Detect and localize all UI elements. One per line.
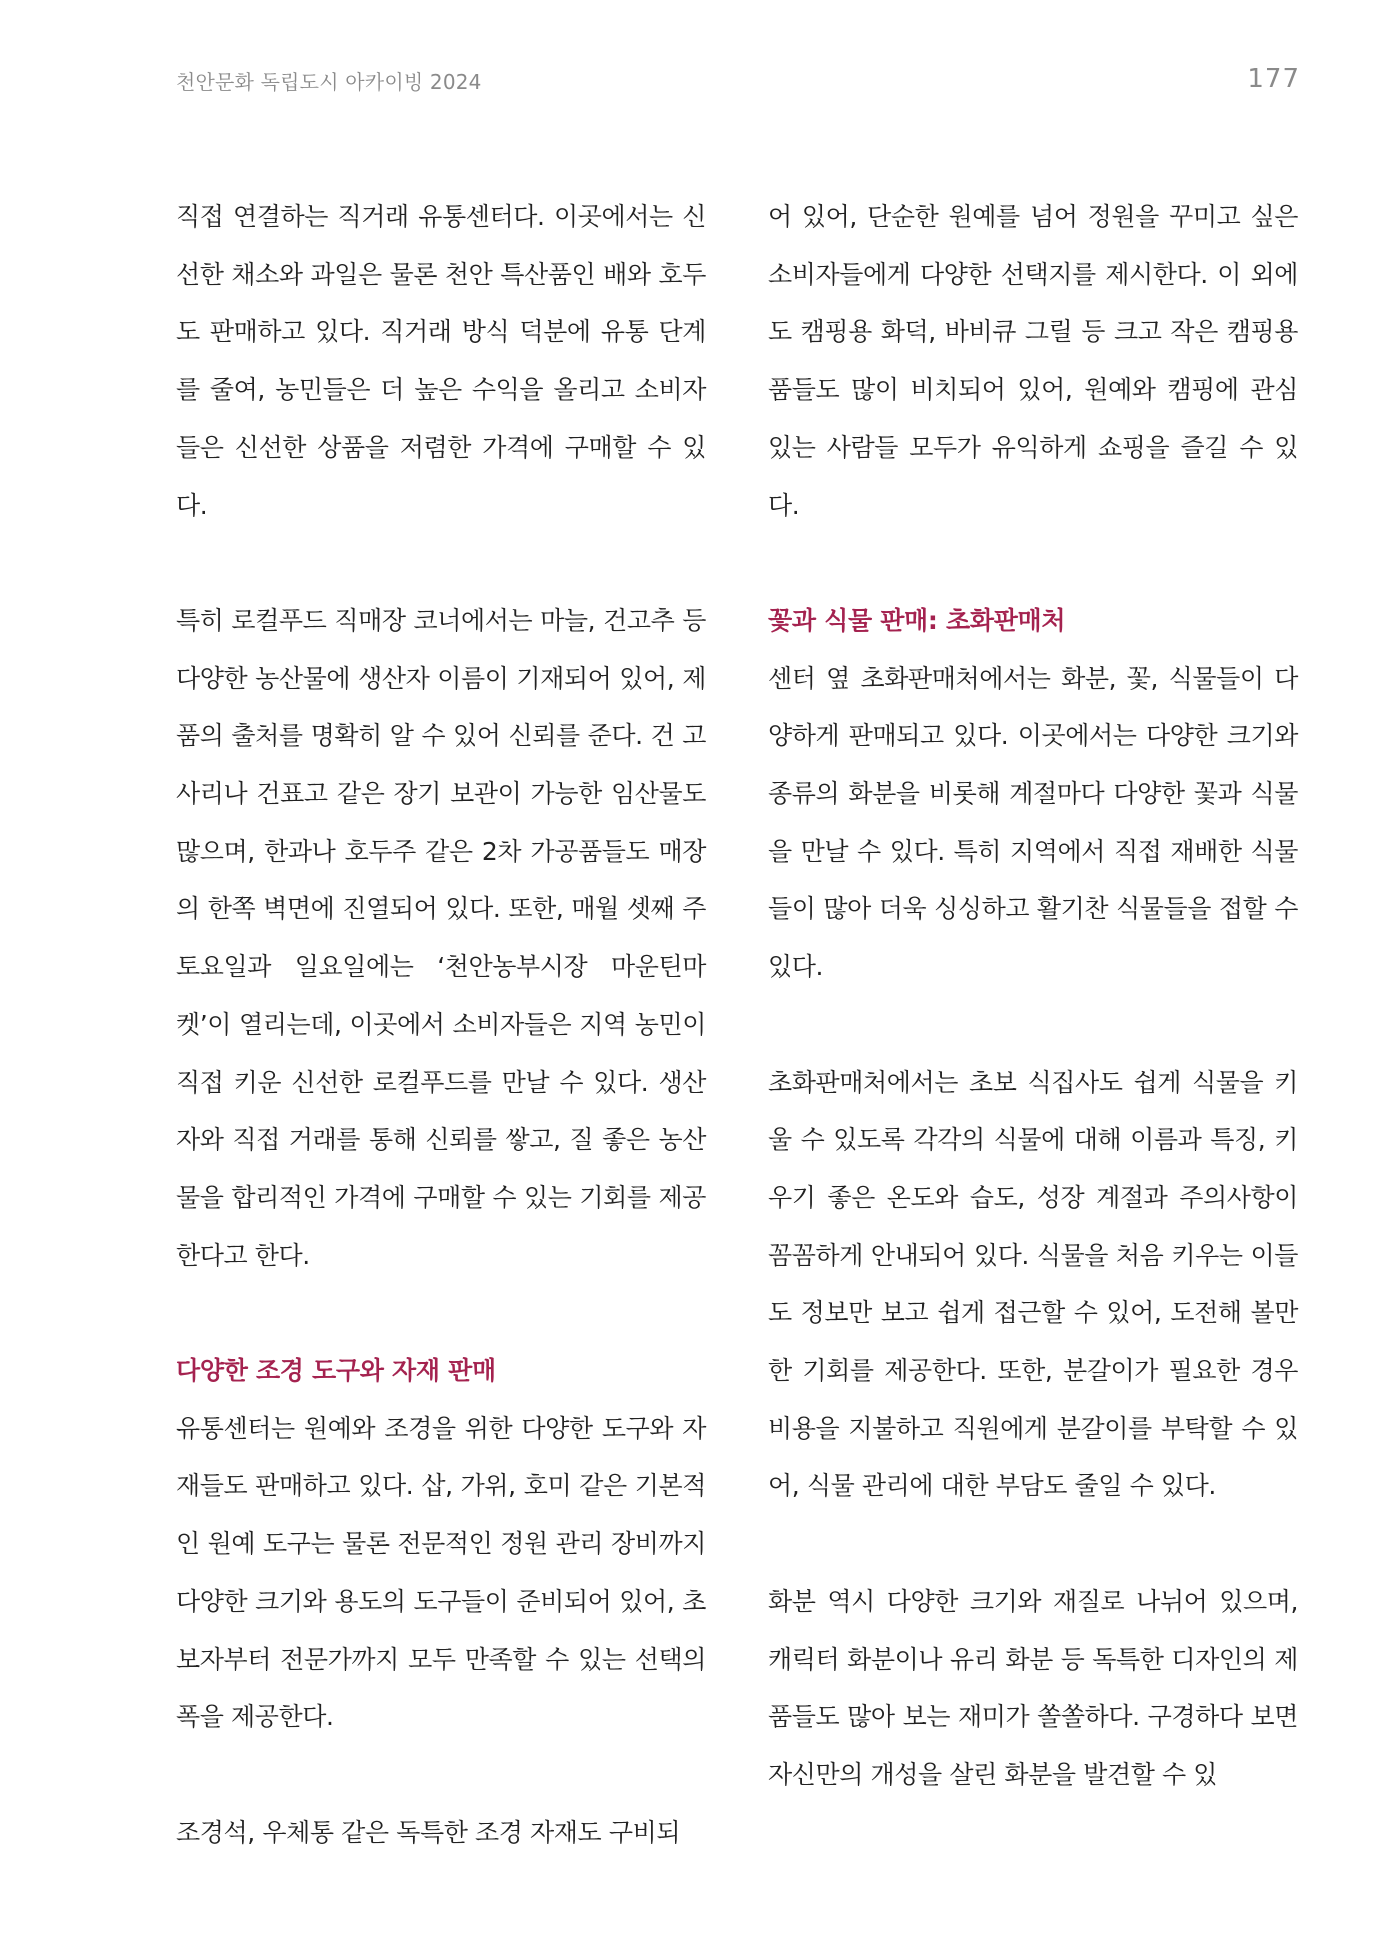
paragraph: 조경석, 우체통 같은 독특한 조경 자재도 구비되: [176, 1817, 681, 1847]
paragraph-gap: [768, 534, 1298, 592]
paragraph-gap: [768, 1515, 1298, 1573]
left-column: [176, 188, 706, 1861]
section-heading: 꽃과 식물 판매: 초화판매처: [768, 605, 1066, 635]
paragraph: 특히 로컬푸드 직매장 코너에서는 마늘, 건고추 등 다양한 농산물에 생산자 이름이 기재되어 있어, 제품의 출처를 명확히 알 수 있어 신뢰를 준다. 건 고사리나 건표고 같은 장기 보관이 가능한 임산물도 많으며, 한과나 호두주 같은 2차 가공품들도 매장의 한쪽 벽면에 진열되어 있다. 또한, 매월 셋째 주 토요일과 일요일에는 ‘천안농부시장 마운틴마켓’이 열리는데, 이곳에서 소비자들은 지역 농민이 직접 키운 신선한 로컬푸드를 만날 수 있다. 생산자와 직접 거래를 통해 신뢰를 쌓고, 질 좋은 농산물을 합리적인 가격에 구매할 수 있는 기회를 제공한다고 한다.: [176, 605, 706, 1270]
paragraph-gap: [176, 1746, 706, 1804]
paragraph: 유통센터는 원예와 조경을 위한 다양한 도구와 자재들도 판매하고 있다. 삽, 가위, 호미 같은 기본적인 원예 도구는 물론 전문적인 정원 관리 장비까지 다양한 크기와 용도의 도구들이 준비되어 있어, 초보자부터 전문가까지 모두 만족할 수 있는 선택의 폭을 제공한다.: [176, 1413, 706, 1732]
paragraph-gap: [176, 534, 706, 592]
page-number: 177: [1247, 64, 1300, 94]
running-head: 천안문화 독립도시 아카이빙 2024: [176, 70, 482, 94]
paragraph-gap: [768, 996, 1298, 1054]
paragraph: 직접 연결하는 직거래 유통센터다. 이곳에서는 신선한 채소와 과일은 물론 천안 특산품인 배와 호두도 판매하고 있다. 직거래 방식 덕분에 유통 단계를 줄여, 농민들은 더 높은 수익을 올리고 소비자들은 신선한 상품을 저렴한 가격에 구매할 수 있다.: [176, 202, 706, 520]
paragraph: 초화판매처에서는 초보 식집사도 쉽게 식물을 키울 수 있도록 각각의 식물에 대해 이름과 특징, 키우기 좋은 온도와 습도, 성장 계절과 주의사항이 꼼꼼하게 안내되어 있다. 식물을 처음 키우는 이들도 정보만 보고 쉽게 접근할 수 있어, 도전해 볼만한 기회를 제공한다. 또한, 분갈이가 필요한 경우 비용을 지불하고 직원에게 분갈이를 부탁할 수 있어, 식물 관리에 대한 부담도 줄일 수 있다.: [768, 1067, 1298, 1501]
right-column: [768, 188, 1298, 1804]
paragraph: 화분 역시 다양한 크기와 재질로 나뉘어 있으며, 캐릭터 화분이나 유리 화분 등 독특한 디자인의 제품들도 많아 보는 재미가 쏠쏠하다. 구경하다 보면 자신만의 개성을 살린 화분을 발견할 수 있: [768, 1586, 1298, 1789]
paragraph: 어 있어, 단순한 원예를 넘어 정원을 꾸미고 싶은 소비자들에게 다양한 선택지를 제시한다. 이 외에도 캠핑용 화덕, 바비큐 그릴 등 크고 작은 캠핑용품들도 많이 비치되어 있어, 원예와 캠핑에 관심 있는 사람들 모두가 유익하게 쇼핑을 즐길 수 있다.: [768, 202, 1298, 520]
section-heading: 다양한 조경 도구와 자재 판매: [176, 1356, 496, 1386]
paragraph-gap: [176, 1284, 706, 1342]
paragraph: 센터 옆 초화판매처에서는 화분, 꽃, 식물들이 다양하게 판매되고 있다. 이곳에서는 다양한 크기와 종류의 화분을 비롯해 계절마다 다양한 꽃과 식물을 만날 수 있다. 특히 지역에서 직접 재배한 식물들이 많아 더욱 싱싱하고 활기찬 식물들을 접할 수 있다.: [768, 663, 1298, 982]
